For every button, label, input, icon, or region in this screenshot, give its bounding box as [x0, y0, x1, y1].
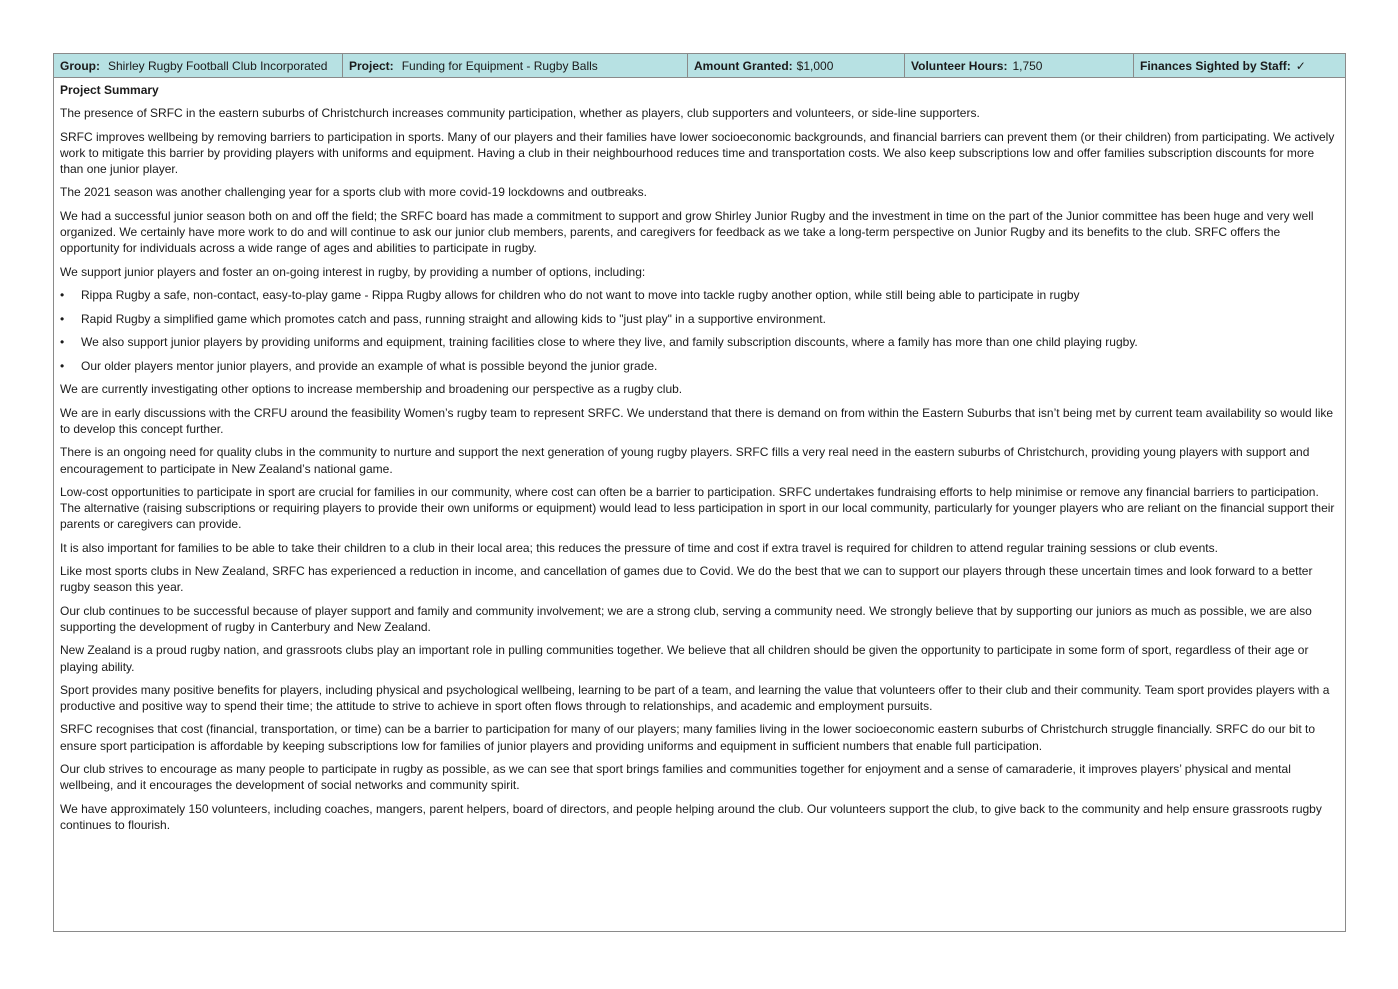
summary-paragraph: We support junior players and foster an on-going interest in rugby, by providing a number of options, including:: [60, 264, 646, 279]
amount-label: Amount Granted:: [694, 58, 793, 73]
amount-value: $1,000: [796, 58, 834, 73]
project-header-row: [54, 54, 1345, 78]
summary-paragraph: We had a successful junior season both on and off the field; the SRFC board has made a commitment to support and grow Shirley Junior Rugby and the investment in time on the part of the Junior committee has been huge and very well organized. We certainly have more work to do and will continue to ask our junior club members, parents, and caregivers for feedback as we take a long-term perspective on Junior Rugby and its benefits to the club. SRFC offers the opportunity for individuals across a wide range of ages and abilities to participate in rugby.: [60, 208, 1314, 256]
list-item: [60, 311, 1339, 327]
finances-sighted-label: Finances Sighted by Staff:: [1140, 58, 1291, 73]
list-item: [60, 358, 1339, 374]
list-item: [60, 334, 1339, 350]
list-item-text: We also support junior players by providing uniforms and equipment, training facilities close to where they live, and family subscription discounts, where a family has more than one child playing rugby.: [81, 335, 1138, 350]
summary-paragraph: We are in early discussions with the CRFU around the feasibility Women’s rugby team to represent SRFC. We understand that there is demand on from within the Eastern Suburbs that isn’t being met by current team availability so would like to develop this concept further.: [60, 405, 1334, 436]
bullet-dot-icon: •: [60, 311, 65, 326]
summary-paragraph: We are currently investigating other options to increase membership and broadening our perspective as a rugby club.: [60, 382, 683, 397]
summary-paragraph: SRFC recognises that cost (financial, transportation, or time) can be a barrier to participation for many of our players; many families living in the lower socioeconomic eastern suburbs of Christchurch struggle financially. SRFC do our bit to ensure sport participation is affordable by keeping subscriptions low for families of junior players and providing uniforms and equipment in sufficient numbers that enable full participation.: [60, 722, 1316, 753]
summary-paragraph: Like most sports clubs in New Zealand, SRFC has experienced a reduction in income, and cancellation of games due to Covid. We do the best that we can to support our players through these uncertain times and look forward to a better rugby season this year.: [60, 564, 1313, 595]
group-label: Group:: [60, 58, 100, 73]
summary-content: [54, 78, 1345, 833]
group-value: Shirley Rugby Football Club Incorporated: [108, 58, 328, 73]
project-label: Project:: [349, 58, 394, 73]
summary-paragraph: The 2021 season was another challenging year for a sports club with more covid-19 lockdowns and outbreaks.: [60, 185, 647, 200]
volunteer-hours-label: Volunteer Hours:: [911, 58, 1008, 73]
junior-options-list: [60, 287, 1339, 374]
group-cell: [54, 54, 343, 77]
summary-paragraph: Our club strives to encourage as many people to participate in rugby as possible, as we can see that sport brings families and communities together for enjoyment and a sense of camaraderie, it improves players’ physical and mental wellbeing, and it encourages the development of social networks and community spirit.: [60, 761, 1291, 793]
summary-paragraph: SRFC improves wellbeing by removing barriers to participation in sports. Many of our players and their families have lower socioeconomic backgrounds, and financial barriers can prevent them (or their children) from participating. We actively work to mitigate this barrier by providing players with uniforms and equipment. Having a club in their neighbourhood reduces time and transportation costs. We also keep subscriptions low and offer families subscription discounts for more than one junior player.: [60, 129, 1335, 177]
summary-paragraph: New Zealand is a proud rugby nation, and grassroots clubs play an important role in pulling communities together. We believe that all children should be given the opportunity to participate in some form of sport, regardless of their age or playing ability.: [60, 643, 1309, 674]
list-item-text: Rapid Rugby a simplified game which promotes catch and pass, running straight and allowing kids to "just play" in a supportive environment.: [81, 311, 826, 326]
volunteer-hours-value: 1,750: [1012, 58, 1043, 73]
summary-paragraph: It is also important for families to be able to take their children to a club in their local area; this reduces the pressure of time and cost if extra travel is required for children to attend regular training sessions or club events.: [60, 540, 1218, 555]
summary-paragraph: Our club continues to be successful because of player support and family and community involvement; we are a strong club, serving a community need. We strongly believe that by supporting our juniors as much as possible, we are also supporting the development of rugby in Canterbury and New Zealand.: [60, 603, 1312, 634]
project-cell: [343, 54, 688, 77]
bullet-dot-icon: •: [60, 335, 65, 350]
project-value: Funding for Equipment - Rugby Balls: [401, 58, 598, 73]
summary-paragraph: Low-cost opportunities to participate in sport are crucial for families in our community, where cost can often be a barrier to participation. SRFC undertakes fundraising efforts to help minimise or remove any financial barriers to participation. The alternative (raising subscriptions or requiring players to provide their own uniforms or equipment) would lead to less participation in sport in our local community, particularly for younger players who are reliant on the financial support their parents or caregivers can provide.: [60, 484, 1335, 532]
bullet-dot-icon: •: [60, 358, 65, 373]
amount-cell: [688, 54, 905, 77]
summary-heading: Project Summary: [60, 83, 159, 97]
list-item-text: Our older players mentor junior players, and provide an example of what is possible beyond the junior grade.: [81, 358, 658, 373]
summary-paragraph: There is an ongoing need for quality clubs in the community to nurture and support the next generation of young rugby players. SRFC fills a very real need in the eastern suburbs of Christchurch, providing young players with support and encouragement to participate in New Zealand’s national game.: [60, 445, 1310, 476]
project-summary-sheet: [53, 53, 1346, 932]
finances-sighted-cell: [1134, 54, 1345, 77]
summary-paragraph: Sport provides many positive benefits for players, including physical and psychological wellbeing, learning to be part of a team, and learning the value that volunteers offer to their club and their community. Team sport provides players with a productive and positive way to spend their time; the attitude to strive to achieve in sport often flows through to relationships, and academic and employment pursuits.: [60, 682, 1330, 714]
list-item: [60, 287, 1339, 303]
summary-paragraph: We have approximately 150 volunteers, including coaches, mangers, parent helpers, board of directors, and people helping around the club. Our volunteers support the club, to give back to the community and help ensure grassroots rugby continues to flourish.: [60, 801, 1322, 832]
summary-paragraph: The presence of SRFC in the eastern suburbs of Christchurch increases community participation, whether as players, club supporters and volunteers, or side-line supporters.: [60, 106, 980, 121]
checkmark-icon: ✓: [1295, 58, 1306, 73]
bullet-dot-icon: •: [60, 287, 65, 302]
volunteer-hours-cell: [905, 54, 1134, 77]
list-item-text: Rippa Rugby a safe, non-contact, easy-to-play game - Rippa Rugby allows for children who do not want to move into tackle rugby another option, while still being able to participate in rugby: [81, 287, 1080, 302]
